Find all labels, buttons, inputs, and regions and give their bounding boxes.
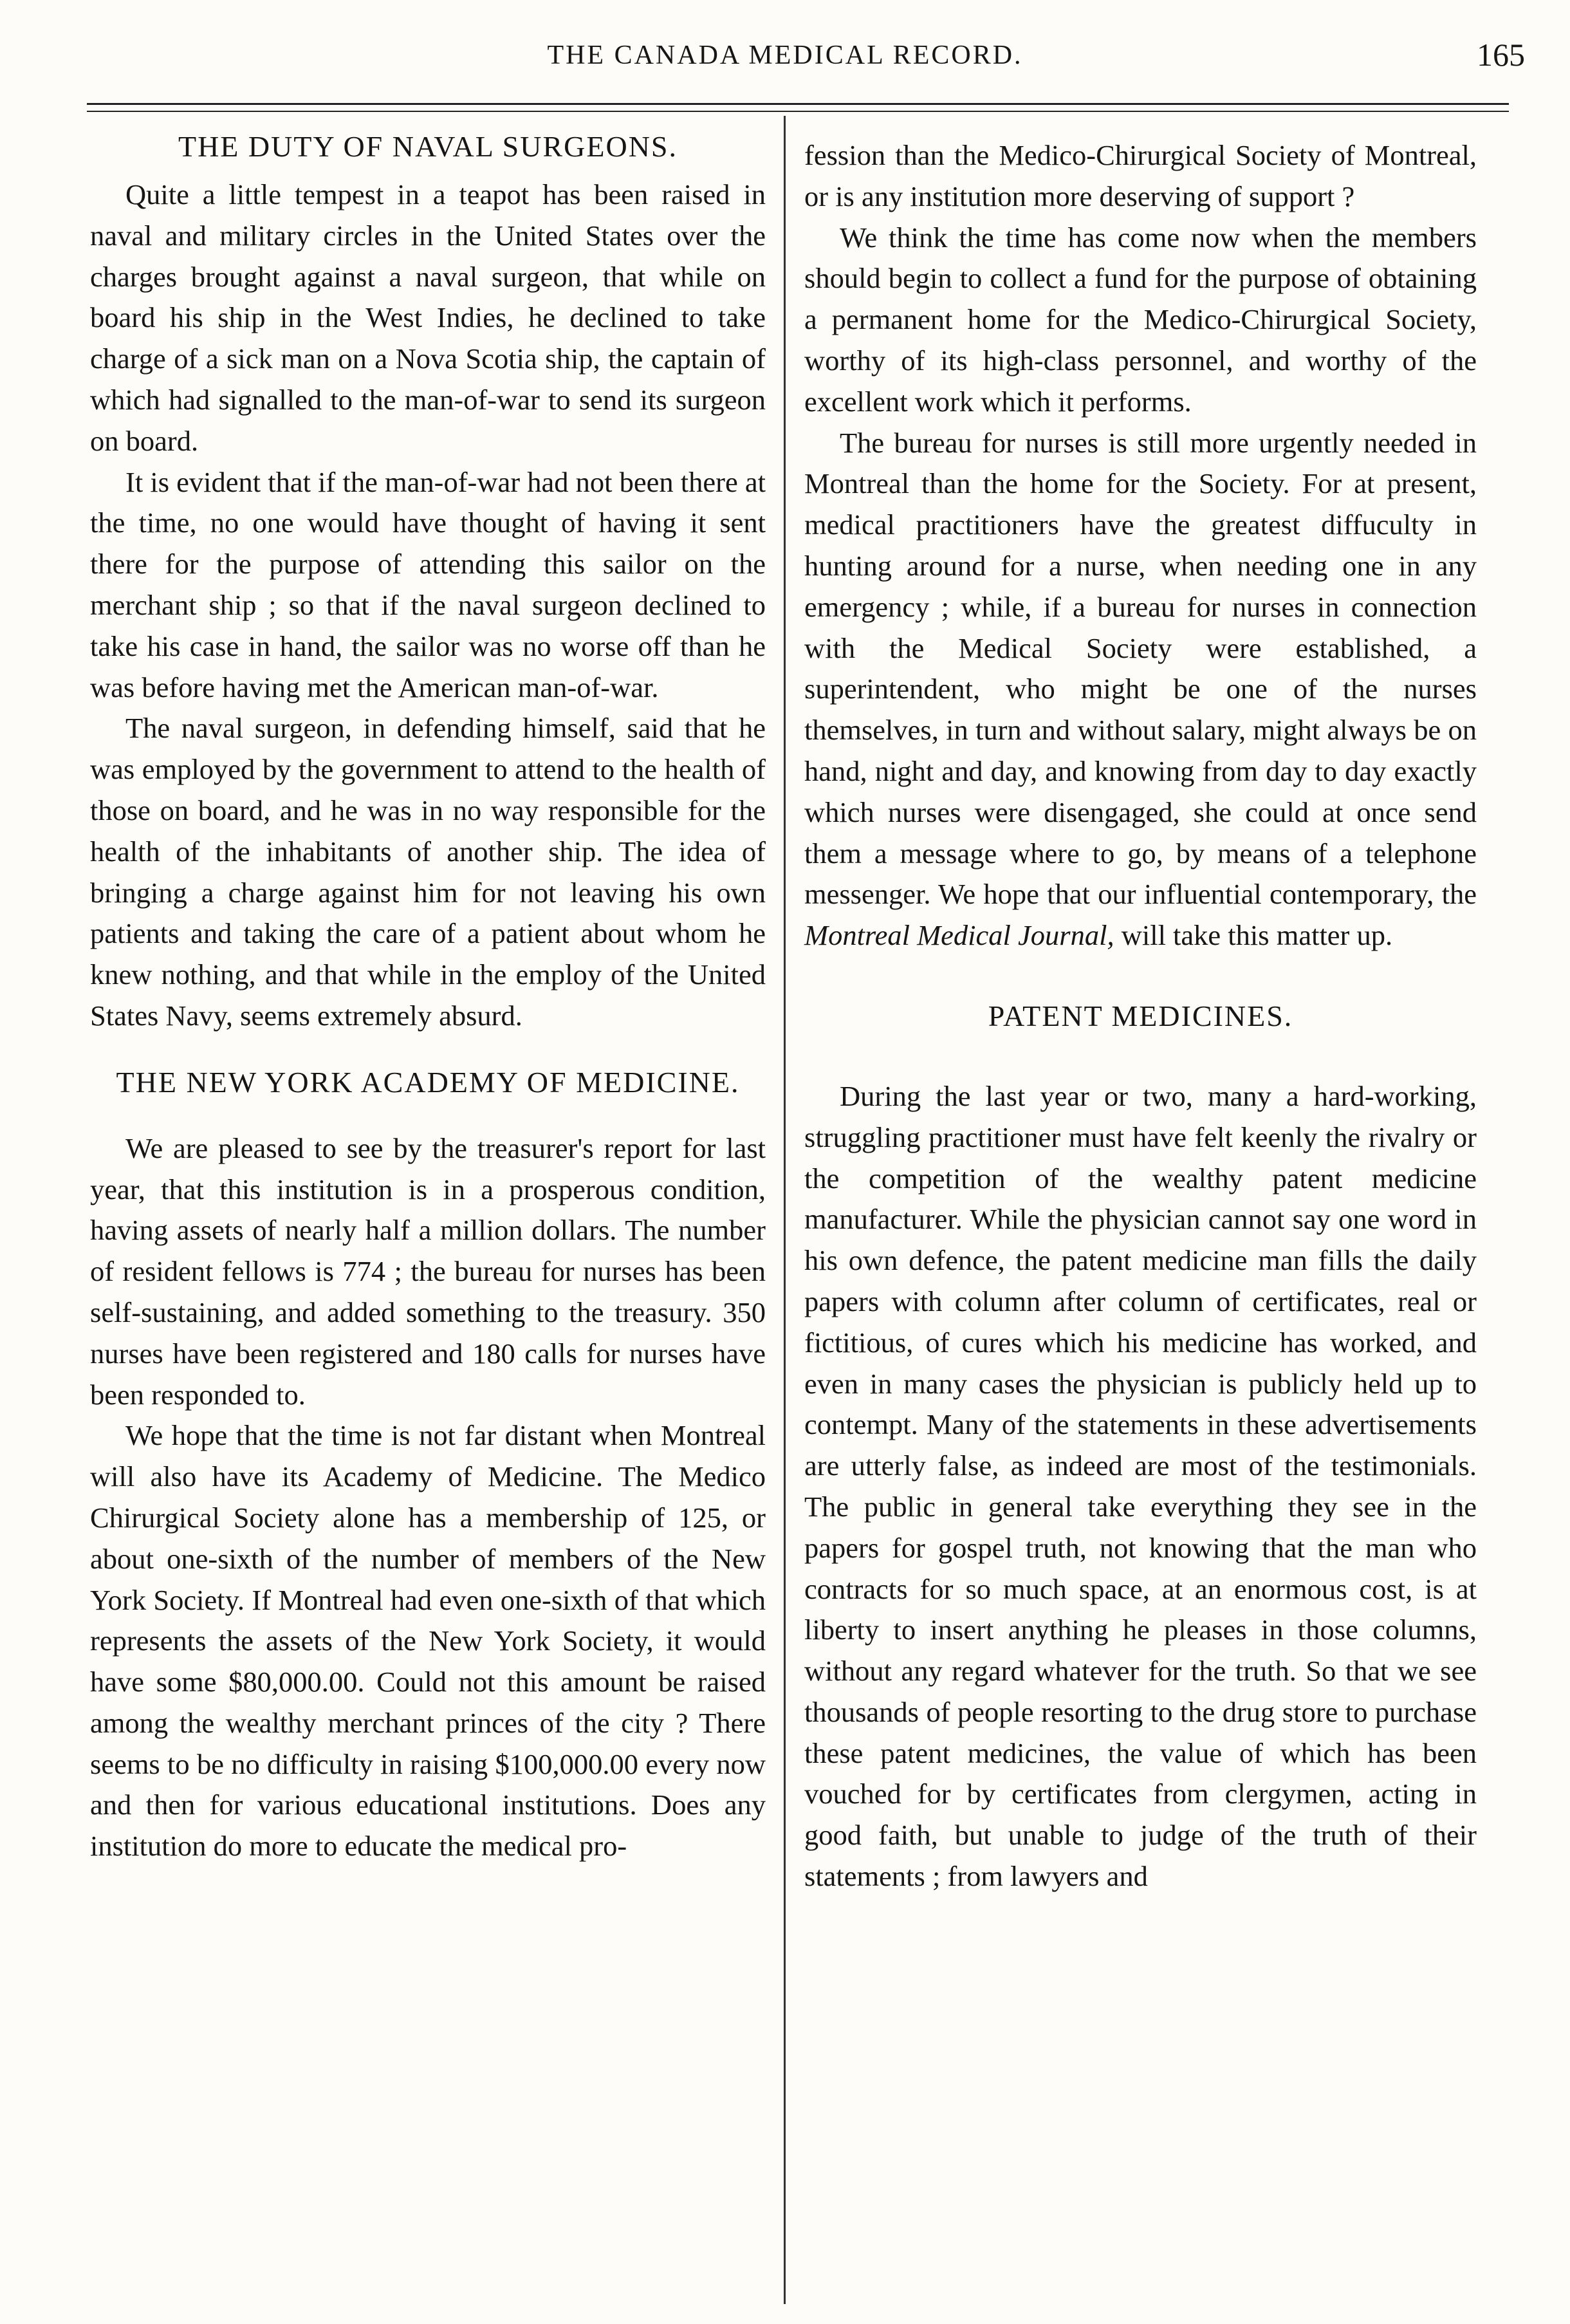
article-title-naval-surgeons: THE DUTY OF NAVAL SURGEONS. (178, 130, 678, 163)
naval-paragraph-2: It is evident that if the man-of-war had not been there at the time, no one would have thought of having it sent there for the purpose of attending this sailor on the merchant ship ; so that if the naval surgeon declined to take his case in hand, the sailor was no worse off than he was before having met the American man-of-war. (90, 465, 766, 703)
academy-paragraph-2: We hope that the time is not far distant when Montreal will also have its Academy of Medicine. The Medico Chirurgical Society alone has a membership of 125, or about one-sixth of the number of members of the New York Society. If Montreal had even one-sixth of that which represents the assets of the New York Society, it would have some $80,000.00. Could not this amount be raised among the wealthy merchant princes of the city ? There seems to be no difficulty in raising $100,000.00 every now and then for various educational institutions. Does any institution do more to educate the medical pro- (90, 1419, 766, 1863)
bureau-text-end: will take this matter up. (1121, 919, 1393, 952)
header-rule-bottom (87, 111, 1509, 112)
column-divider (784, 116, 786, 2304)
running-title: THE CANADA MEDICAL RECORD. (547, 41, 1023, 70)
article-title-patent-medicines: PATENT MEDICINES. (988, 999, 1293, 1032)
academy-continuation: fession than the Medico-Chirurgical Society of Montreal, or is any institution more deserving of support ? (804, 139, 1477, 212)
bureau-text: The bureau for nurses is still more urgently needed in Montreal than the home for the Society. For at present, medical practitioners have the greatest diffuculty in hunting around for a nurse, when needing one in any emergency ; while, if a bureau for nurses in connection with the Medical Society were established, a superintendent, who might be one of the nurses themselves, in turn and without salary, might always be on hand, night and day, and knowing from day to day exactly which nurses were disengaged, she could at once send them a message where to go, by means of a telephone messenger. We hope that our influential contemporary, the (804, 426, 1477, 911)
patent-paragraph-1: During the last year or two, many a hard-working, struggling practitioner must have felt keenly the rivalry or the competition of the wealthy patent medicine manufacturer. While the physician cannot say one word in his own defence, the patent medicine man fills the daily papers with column after column of certificates, real or fictitious, of cures which his medicine has worked, and even in many cases the physician is publicly held up to contempt. Many of the statements in these advertisements are utterly false, as indeed are most of the testimonials. The public in general take everything they see in the papers for gospel truth, not knowing that the man who contracts for so much space, at an enormous cost, is at liberty to insert anything he pleases in those columns, without any regard whatever for the truth. So that we see thousands of people resorting to the drug store to purchase these patent medicines, the value of which has been vouched for by certificates from clergymen, acting in good faith, but unable to judge of the truth of their statements ; from lawyers and (804, 1079, 1477, 1893)
right-column (804, 135, 1477, 1897)
header-rule-top (87, 103, 1509, 105)
left-column (90, 125, 766, 1867)
academy-paragraph-1: We are pleased to see by the treasurer's report for last year, that this institution is in a prosperous condition, having assets of nearly half a million dollars. The number of resident fellows is 774 ; the bureau for nurses has been self-sustaining, and added something to the treasury. 350 nurses have been registered and 180 calls for nurses have been responded to. (90, 1131, 766, 1411)
article-title-ny-academy: THE NEW YORK ACADEMY OF MEDICINE. (116, 1065, 740, 1099)
naval-paragraph-3: The naval surgeon, in defending himself, said that he was employed by the government to attend to the health of those on board, and he was in no way responsible for the health of the inhabitants of another ship. The idea of bringing a charge against him for not leaving his own patients and taking the care of a patient about whom he knew nothing, and that while in the employ of the United States Navy, seems extremely absurd. (90, 712, 766, 1032)
naval-paragraph-1: Quite a little tempest in a teapot has been raised in naval and military circles in the United States over the charges brought against a naval surgeon, that while on board his ship in the West Indies, he declined to take charge of a sick man on a Nova Scotia ship, the captain of which had signalled to the man-of-war to send its surgeon on board. (90, 178, 766, 457)
academy-paragraph-3: We think the time has come now when the members should begin to collect a fund for the purpose of obtaining a permanent home for the Medico-Chirurgical Society, worthy of its high-class personnel, and worthy of the excellent work which it performs. (804, 221, 1477, 418)
journal-name: Montreal Medical Journal, (804, 919, 1114, 952)
academy-paragraph-4 (804, 423, 1477, 956)
page-number: 165 (1477, 37, 1525, 73)
